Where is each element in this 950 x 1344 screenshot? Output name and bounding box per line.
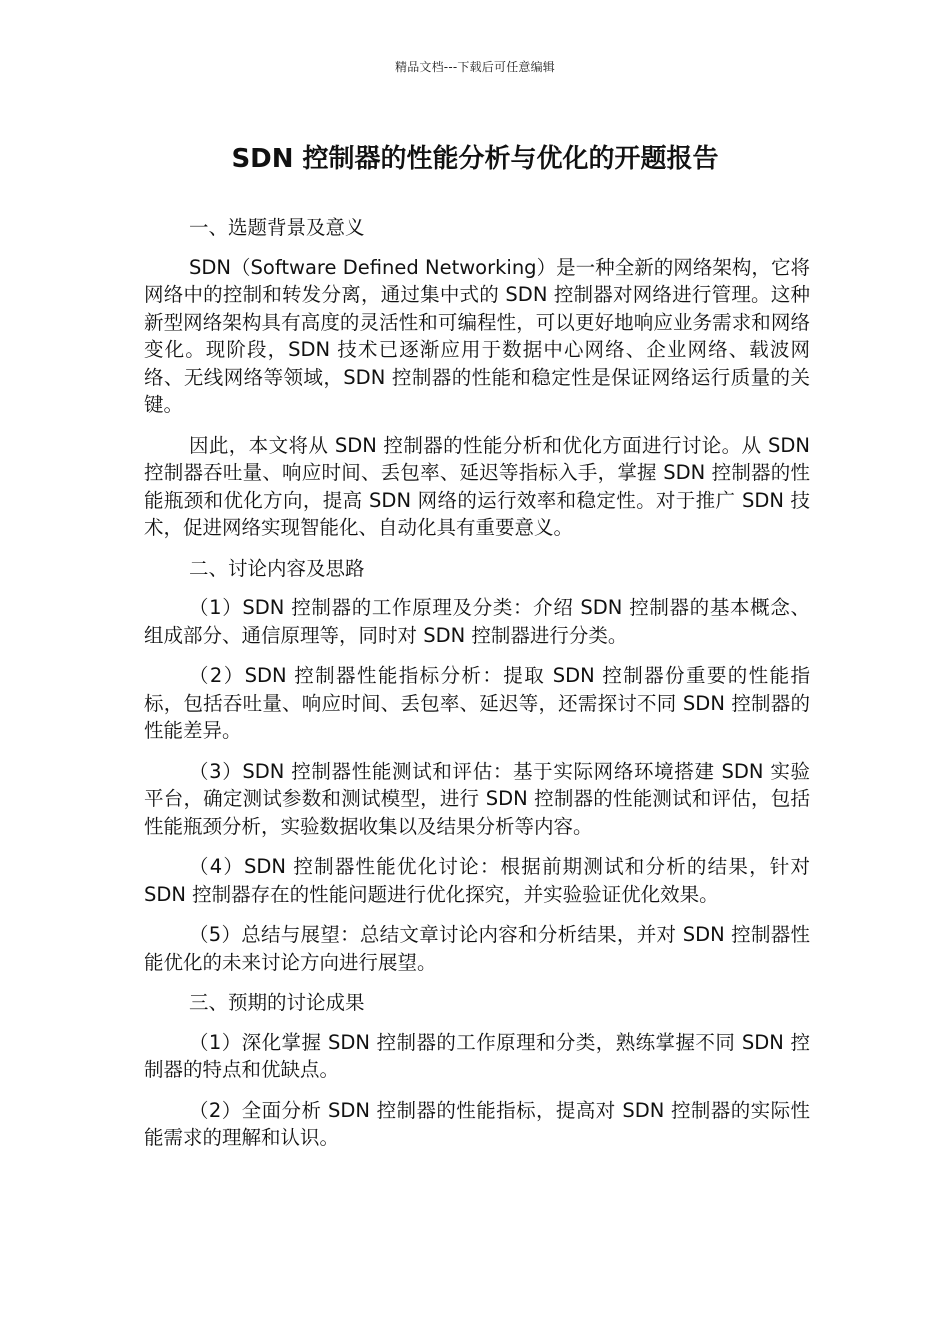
list-item: （4）SDN 控制器性能优化讨论：根据前期测试和分析的结果，针对 SDN 控制器存在的性能问题进行优化探究，并实验验证优化效果。 xyxy=(144,855,810,906)
page-title: SDN 控制器的性能分析与优化的开题报告 xyxy=(231,144,719,174)
section-heading-background: 一、选题背景及意义 xyxy=(189,216,365,239)
header-note: 精品文档---下载后可任意编辑 xyxy=(395,60,555,74)
section-heading-outcomes: 三、预期的讨论成果 xyxy=(189,991,365,1014)
document-body xyxy=(144,214,810,1165)
section-heading-content: 二、讨论内容及思路 xyxy=(189,556,365,580)
list-item: （2）全面分析 SDN 控制器的性能指标，提高对 SDN 控制器的实际性能需求的理解和认识。 xyxy=(144,1098,810,1149)
list-item: （1）SDN 控制器的工作原理及分类：介绍 SDN 控制器的基本概念、组成部分、通信原理等，同时对 SDN 控制器进行分类。 xyxy=(144,596,810,647)
list-item: （5）总结与展望：总结文章讨论内容和分析结果，并对 SDN 控制器性能优化的未来讨论方向进行展望。 xyxy=(144,923,810,974)
list-item: （3）SDN 控制器性能测试和评估：基于实际网络环境搭建 SDN 实验平台，确定测试参数和测试模型，进行 SDN 控制器的性能测试和评估，包括性能瓶颈分析，实验数据收集以及结果分析等内容。 xyxy=(144,759,810,838)
list-item: （1）深化掌握 SDN 控制器的工作原理和分类，熟练掌握不同 SDN 控制器的特点和优缺点。 xyxy=(144,1030,810,1081)
list-item: （2）SDN 控制器性能指标分析：提取 SDN 控制器份重要的性能指标，包括吞吐量、响应时间、丢包率、延迟等，还需探讨不同 SDN 控制器的性能差异。 xyxy=(144,664,810,742)
paragraph-purpose: 因此，本文将从 SDN 控制器的性能分析和优化方面进行讨论。从 SDN 控制器吞吐量、响应时间、丢包率、延迟等指标入手，掌握 SDN 控制器的性能瓶颈和优化方向，提高 SDN 网络的运行效率和稳定性。对于推广 SDN 技术，促进网络实现智能化、自动化具有重要意义。 xyxy=(144,433,810,539)
paragraph-sdn-intro: SDN（Software Defined Networking）是一种全新的网络架构，它将网络中的控制和转发分离，通过集中式的 SDN 控制器对网络进行管理。这种新型网络架构具有高度的灵活性和可编程性，可以更好地响应业务需求和网络变化。现阶段，SDN 技术已逐渐应用于数据中心网络、企业网络、载波网络、无线网络等领域，SDN 控制器的性能和稳定性是保证网络运行质量的关键。 xyxy=(144,255,810,416)
